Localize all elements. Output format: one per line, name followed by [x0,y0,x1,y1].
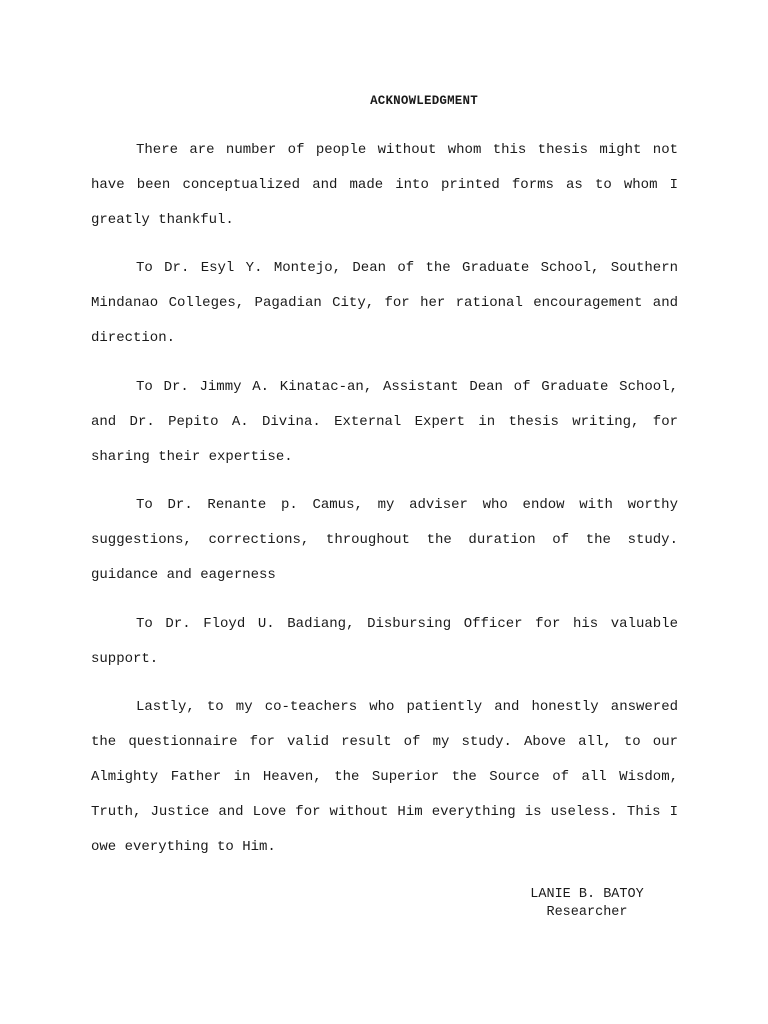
signature-block [500,886,674,922]
signature-name: LANIE B. BATOY [530,887,644,902]
paragraph-adviser: To Dr. Renante p. Camus, my adviser who endow with worthy suggestions, corrections, throughout the duration of the study. guidance and eagerness [91,497,678,583]
signature-role: Researcher [546,905,628,920]
paragraph-dean: To Dr. Esyl Y. Montejo, Dean of the Graduate School, Southern Mindanao Colleges, Pagadian City, for her rational encouragement and direction. [91,260,678,346]
paragraph-disbursing-officer: To Dr. Floyd U. Badiang, Disbursing Officer for his valuable support. [91,616,678,667]
paragraph-intro: There are number of people without whom this thesis might not have been conceptualized and made into printed forms as to whom I greatly thankful. [91,142,678,228]
page-title: ACKNOWLEDGMENT [370,94,478,108]
paragraph-assistant-dean: To Dr. Jimmy A. Kinatac-an, Assistant Dean of Graduate School, and Dr. Pepito A. Divina. External Expert in thesis writing, for sharing their expertise. [91,379,678,465]
paragraph-closing: Lastly, to my co-teachers who patiently and honestly answered the questionnaire for valid result of my study. Above all, to our Almighty Father in Heaven, the Superior the Source of all Wisdom, Truth, Justice and Love for without Him everything is useless. This I owe everything to Him. [91,699,678,855]
